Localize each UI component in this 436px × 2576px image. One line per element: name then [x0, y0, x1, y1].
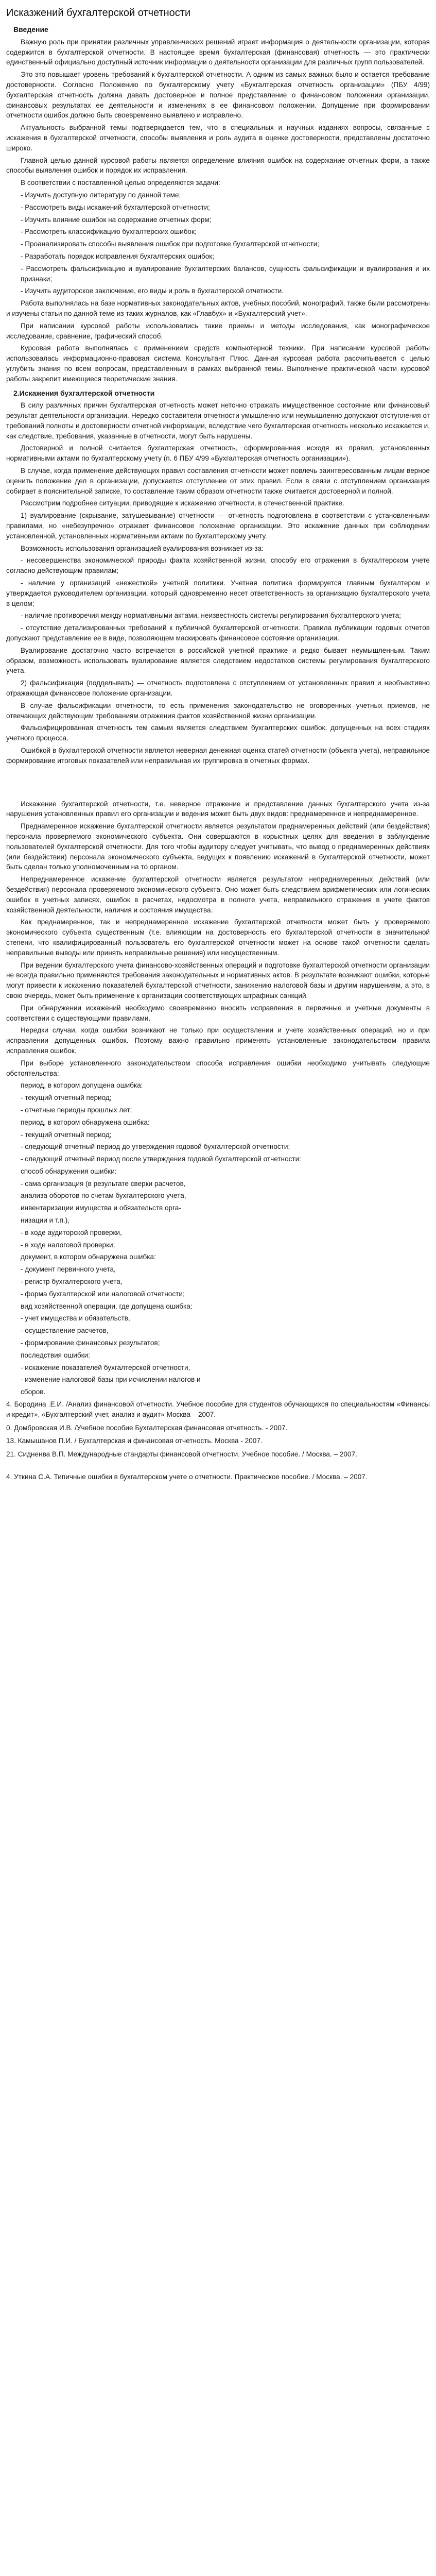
list-item: - искажение показателей бухгалтерской отчетности, — [21, 1363, 190, 1371]
list-item: - Проанализировать способы выявления ошибок при подготовке бухгалтерской отчетности; — [21, 240, 320, 248]
circumstances-list — [6, 1080, 430, 1397]
paragraph: Вуалирование достаточно часто встречается в российской учетной практике и редко бывает неумышленным. Таким образом, возможность использовать вуалирование является следствием недостатков системы регулирования бухгалтерского учета. — [6, 646, 430, 675]
list-item: - отчетные периоды прошлых лет; — [21, 1106, 132, 1114]
list-item: низации и т.п.), — [21, 1216, 69, 1225]
list-item: - Изучить доступную литературу по данной теме; — [21, 191, 181, 199]
list-item: документ, в котором обнаружена ошибка: — [21, 1253, 156, 1261]
list-item: сборов. — [21, 1388, 46, 1396]
paragraph: Нередки случаи, когда ошибки возникают не только при осуществлении и учете хозяйственных операций, но и при исправлении допущенных ошибок. Поэтому важно правильно применять установленные законодательством правила исправления ошибок. — [6, 1026, 430, 1055]
paragraph: 1) вуалирование (скрывание, затушевывание) отчетности — отчетность подготовлена в соответствии с установленными правилами, но «небезупречно» отражает финансовое положение организации. Это искажение данных при соблюдении установленной, установленных нормативными актами по бухгалтерскому учету. — [6, 512, 430, 540]
list-item: вид хозяйственной операции, где допущена ошибка: — [21, 1302, 193, 1310]
list-item: - следующий отчетный период после утверждения годовой бухгалтерской отчетности: — [21, 1155, 302, 1163]
reference-item: 21. Сидненва В.П. Международные стандарты финансовой отчетности. Учебное пособие. / Москва. – 2007. — [6, 1450, 357, 1459]
list-item: - учет имущества и обязательств, — [21, 1314, 130, 1323]
paragraph: 2) фальсификация (подделывать) — отчетность подготовлена с отступлением от установленных правил и необъективно отражающая финансовое положение организации. — [6, 679, 430, 698]
paragraph: Как преднамеренное, так и непреднамеренное искажение бухгалтерской отчетности может быть у проверяемого экономического субъекта существенным (т.е. влияющим на достоверность его бухгалтерской отчетности в значительной степени, что квалифицированный пользователь его бухгалтерской отчетности может на основе такой отчетности сделать неправильные выводы или принять неправильные решения) или несущественным. — [6, 918, 430, 957]
list-item: - формирование финансовых результатов; — [21, 1339, 160, 1347]
paragraph: Фальсифицированная отчетность тем самым является следствием бухгалтерских ошибок, допущенных на всех стадиях учетного процесса. — [6, 724, 430, 742]
paragraph: При ведении бухгалтерского учета финансово-хозяйственных операций и подготовке бухгалтерской отчетности организации не всегда правильно применяются требования законодательных и нормативных актов. В результате возникают ошибки, которые могут привести к искажению показателей бухгалтерской отчетности, занижению налоговой базы и другим нарушениям, а это, в свою очередь, может быть применение к организации соответствующих штрафных санкций. — [6, 961, 430, 999]
list-item: - Разработать порядок исправления бухгалтерских ошибок; — [21, 252, 215, 260]
paragraph: Рассмотрим подробнее ситуации, приводящие к искажению отчетности, в отечественной практике. — [21, 499, 344, 507]
list-item: - в ходе аудиторской проверки, — [21, 1228, 122, 1236]
paragraph: - отсутствие детализированных требований к публичной бухгалтерской отчетности. Правила публикации годовых отчетов допускают представление ее в виде, позволяющем маскировать финансовое состояние организации. — [6, 624, 430, 642]
list-item: период, в котором обнаружена ошибка: — [21, 1118, 150, 1126]
list-item: - регистр бухгалтерского учета, — [21, 1278, 123, 1286]
paragraph: - наличие у организаций «нежесткой» учетной политики. Учетная политика формируется главным бухгалтером и утверждается руководителем организации, который одновременно несет ответственность за организацию бухгалтерского учета в целом; — [6, 579, 430, 607]
list-item: - форма бухгалтерской или налоговой отчетности; — [21, 1290, 185, 1298]
list-item: - осуществление расчетов, — [21, 1327, 109, 1335]
tasks-list — [6, 190, 430, 296]
list-item: - Рассмотреть классификацию бухгалтерских ошибок; — [21, 228, 197, 236]
paragraph: Непреднамеренное искажение бухгалтерской отчетности является результатом непреднамеренных действий (или бездействия) персонала проверяемого экономического субъекта. Оно может быть следствием арифметических или логических ошибок в учетных записях, ошибок в расчетах, недосмотра в полноте учета, неправильного отражения в учете фактов хозяйственной деятельности, наличия и состояния имущества. — [6, 875, 430, 914]
list-item: - изменение налоговой базы при исчислении налогов и — [21, 1376, 201, 1384]
paragraph: Работа выполнялась на базе нормативных законодательных актов, учебных пособий, монографий, также были рассмотрены и изучены статьи по данной теме из таких журналов, как «Главбух» и «Бухгалтерский учет». — [6, 299, 430, 317]
list-item: - сама организация (в результате сверки расчетов, — [21, 1179, 186, 1188]
list-item: - текущий отчетный период; — [21, 1130, 112, 1139]
paragraph: Курсовая работа выполнялась с применением средств компьютерной техники. При написании курсовой работы использовалась информационно-правовая система Консультант Плюс. Данная курсовая работа рассчитывается с целью углубить знания по всем вопросам, представленным в рамках выбранной темы. Выполнение практической части курсовой работы закрепит имеющиеся теоретические знания. — [6, 344, 430, 383]
reference-gap — [6, 1463, 430, 1472]
paragraph: Возможность использования организацией вуалирования возникает из-за: — [21, 544, 264, 552]
list-item: - Рассмотреть виды искажений бухгалтерской отчетности; — [21, 203, 210, 211]
paragraph: Искажение бухгалтерской отчетности, т.е. неверное отражение и представление данных бухгалтерского учета из-за нарушения установленных правил его организации и ведения может быть двух видов: преднамеренное и непреднамеренное. — [6, 800, 430, 818]
paragraph: Преднамеренное искажение бухгалтерской отчетности является результатом преднамеренных действий (или бездействия) персонала проверяемого экономического субъекта. Они совершаются в корыстных целях для введения в заблуждение пользователей бухгалтерской отчетности. Для того чтобы аудитору следует учитывать, что вывод о преднамеренных действиях (или бездействии) персонала экономического субъекта, ведущих к появлению искажений в бухгалтерской отчетности, может быть сделан только уполномоченным на то органом. — [6, 822, 430, 871]
paragraph: Ошибкой в бухгалтерской отчетности является неверная денежная оценка статей отчетности (объекта учета), неправильное формирование итоговых показателей или неправильная их группировка в отчетных формах. — [6, 747, 430, 765]
paragraph: - несовершенства экономической природы факта хозяйственной жизни, способу его отражения в бухгалтерском учете согласно действующим правилам; — [6, 556, 430, 575]
paragraph: В случае фальсификации отчетности, то есть применения законодательство не оговоренных учетных приемов, не отвечающих действующим требованиям отражения фактов хозяйственной жизни организации. — [6, 701, 430, 720]
list-item: период, в котором допущена ошибка: — [21, 1081, 143, 1090]
page-title: Исказжений бухгалтерской отчетности — [6, 7, 191, 19]
reference-item: 13. Камышанов П.И. / Бухгалтерская и финансовая отчетность. Москва - 2007. — [6, 1437, 263, 1445]
list-item: - Рассмотреть фальсификацию и вуалирование бухгалтерских балансов, сущность фальсификации и вуалирования и их признаки; — [21, 264, 430, 283]
paragraph: При выборе установленного законодательством способа исправления ошибки необходимо учитывать следующие обстоятельства: — [6, 1059, 430, 1077]
list-item: - текущий отчетный период; — [21, 1094, 112, 1102]
list-item: - Изучить аудиторское заключение, его виды и роль в бухгалтерской отчетности. — [21, 287, 284, 295]
paragraph: Это это повышает уровень требований к бухгалтерской отчетности. А одним из самых важных было и остается требование достоверности. Согласно Положению по бухгалтерскому учету «Бухгалтерская отчетность организации» (ПБУ 4/99) бухгалтерская отчетность должна давать достоверное и полное представление о финансовом положении организации, финансовых результатах ее деятельности и изменениях в ее финансовом положении. Допущение при формировании отчетности ошибок должно быть своевременно выявлено и исправлено. — [6, 71, 430, 120]
reference-item: 0. Домбровская И.В. /Учебное пособие Бухгалтерская финансовая отчетность. - 2007. — [6, 1423, 288, 1432]
list-item: - Изучить влияние ошибок на содержание отчетных форм; — [21, 215, 212, 224]
list-item: - в ходе налоговой проверки; — [21, 1241, 115, 1249]
list-item: - документ первичного учета, — [21, 1265, 116, 1274]
paragraph: В силу различных причин бухгалтерская отчетность может неточно отражать имущественное состояние или финансовый результат деятельности организации. Нередко составители отчетности умышленно или неумышленно допускают отступления от требований полноты и достоверности отчетной информации, вследствие чего бухгалтерская отчетность несколько искажается и, как следствие, требования, указанные в отчетности, могут быть нарушены. — [6, 401, 430, 440]
list-item: последствия ошибки: — [21, 1351, 90, 1359]
section-heading-intro: Введение — [13, 25, 48, 33]
section-heading-distortions: 2.Искажения бухгалтерской отчетности — [13, 388, 155, 397]
reference-item: 4. Бородина .Е.И. /Анализ финансовой отчетности. Учебное пособие для студентов обучающихся по специальностям «Финансы и кредит», «Бухгалтерский учет, анализ и аудит» Москва – 2007. — [6, 1400, 430, 1418]
list-item: - следующий отчетный период до утверждения годовой бухгалтерской отчетности; — [21, 1143, 290, 1151]
list-item: способ обнаружения ошибки: — [21, 1167, 117, 1175]
paragraph: При написании курсовой работы использовались такие приемы и методы исследования, как монографическое исследование, сравнение, графический способ. — [6, 321, 430, 340]
paragraph: Важную роль при принятии различных управленческих решений играет информация о деятельности организации, которая содержится в бухгалтерской отчетности. В настоящее время бухгалтерская (финансовая) отчетность — это практически единственный официально доступный источник информации о деятельности организации для различных групп пользователей. — [6, 38, 430, 66]
paragraph: Главной целью данной курсовой работы является определение влияния ошибок на содержание отчетных форм, а также способы выявления ошибок и порядок их исправления. — [6, 156, 430, 175]
paragraph: Актуальность выбранной темы подтверждается тем, что в специальных и научных изданиях вопросы, связанные с искажения в бухгалтерской отчетности, способы выявления и роль аудита в оценке достоверности, представлены достаточно широко. — [6, 124, 430, 152]
section-gap — [6, 768, 430, 799]
paragraph: Достоверной и полной считается бухгалтерская отчетность, сформированная исходя из правил, установленных нормативными актами по бухгалтерскому учету (п. 6 ПБУ 4/99 «Бухгалтерская отчетность организации»). — [6, 444, 430, 463]
list-item: анализа оборотов по счетам бухгалтерского учета, — [21, 1192, 186, 1200]
reference-item: 4. Уткина С.А. Типичные ошибки в бухгалтерском учете о отчетности. Практическое пособие. / Москва. – 2007. — [6, 1473, 368, 1481]
paragraph: В соответствии с поставленной целью определяются задачи: — [21, 179, 220, 187]
references — [6, 1399, 430, 1482]
paragraph: При обнаружении искажений необходимо своевременно вносить исправления в первичные и учетные документы в соответствии с существующими правилами. — [6, 1004, 430, 1022]
paragraph: В случае, когда применение действующих правил составления отчетности может повлечь заинтересованным лицам верное оценить положение дел в организации, допускается отступление от этих правил. Если в связи с отступлением организация собирает в пояснительной записке, то составление таким образом отчетности также считается достоверной и полной. — [6, 467, 430, 495]
paragraph: - наличие противоречия между нормативными актами, неизвестность системы регулирования бухгалтерского учета; — [21, 612, 402, 620]
list-item: инвентаризации имущества и обязательств орга- — [21, 1204, 181, 1212]
